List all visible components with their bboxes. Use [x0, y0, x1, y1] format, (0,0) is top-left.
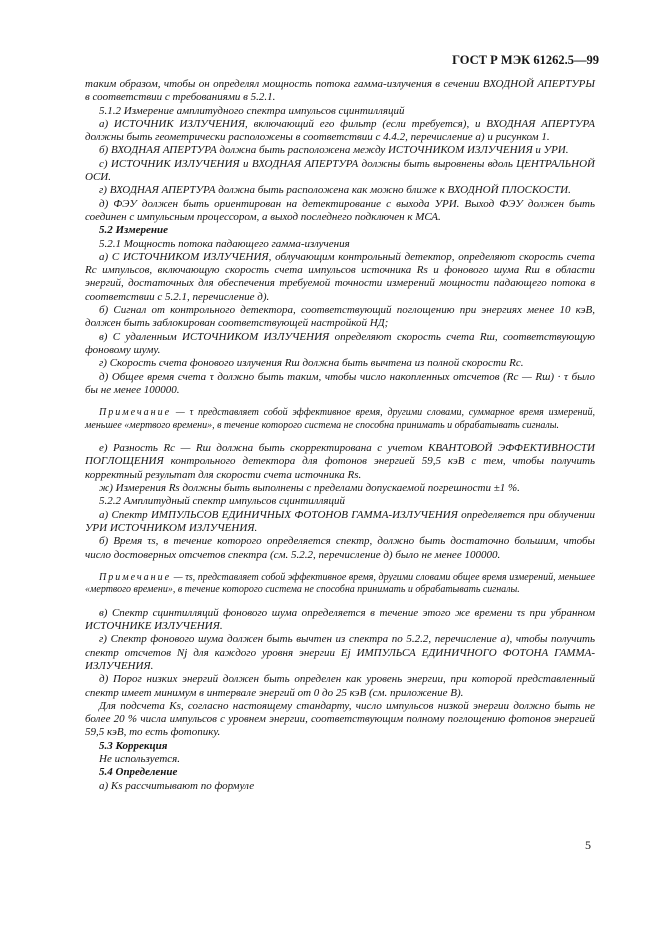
paragraph-5-2-1-b: б) Сигнал от контрольного детектора, соответствующий поглощению при энергиях менее 10 кэВ, должен быть заблокирован соответствующей настройкой НД;	[85, 304, 595, 330]
note-1-label: Примечание	[99, 407, 172, 419]
paragraph-5-2-2-v: в) Спектр сцинтилляций фонового шума определяется в течение этого же времени τs при убранном ИСТОЧНИКЕ ИЗЛУЧЕНИЯ.	[85, 606, 595, 633]
subsection-5-1-2: 5.1.2 Измерение амплитудного спектра импульсов сцинтилляций	[99, 104, 405, 117]
note-1	[85, 407, 595, 432]
note-2-text: — τs, представляет собой эффективное время, другими словами общее время измерений, меньшее «мертвого времени», в течение которого система не способна принимать и обрабатывать сигналы.	[85, 571, 596, 596]
paragraph-d: д) ФЭУ должен быть ориентирован на детектирование с выхода УРИ. Выход ФЭУ должен быть соединен с импульсным процессором, а выход последнего подключен к МСА.	[85, 197, 595, 223]
note-2-label: Примечание	[99, 571, 172, 583]
paragraph-c: с) ИСТОЧНИК ИЗЛУЧЕНИЯ и ВХОДНАЯ АПЕРТУРА должны быть выровнены вдоль ЦЕНТРАЛЬНОЙ ОСИ.	[85, 157, 595, 184]
paragraph-5-4-a: а) Ks рассчитывают по формуле	[99, 779, 255, 792]
paragraph-ks-count: Для подсчета Ks, согласно настоящему стандарту, число импульсов низкой энергии должно быть не более 20 % числа импульсов с уровнем энергии, соответствующим полному поглощению фотонов энергией 59,5 кэВ, то есть фотопику.	[85, 699, 595, 739]
section-5-3-heading: 5.3 Коррекция	[99, 739, 168, 752]
paragraph-5-2-1-g: г) Скорость счета фонового излучения Rш должна быть вычтена из полной скорости Rc.	[99, 357, 524, 370]
document-body	[85, 78, 595, 793]
paragraph-b: б) ВХОДНАЯ АПЕРТУРА должна быть расположена между ИСТОЧНИКОМ ИЗЛУЧЕНИЯ и УРИ.	[99, 144, 569, 157]
section-5-2-heading: 5.2 Измерение	[99, 224, 168, 237]
paragraph-5-2-1-e: е) Разность Rc — Rш должна быть скорректирована с учетом КВАНТОВОЙ ЭФФЕКТИВНОСТИ ПОГЛОЩЕНИЯ контрольного детектора для фотонов энергией 59,5 кэВ с тем, чтобы получить корректный результат для скорости счета источника Rs.	[85, 442, 595, 481]
paragraph-g: г) ВХОДНАЯ АПЕРТУРА должна быть расположена как можно ближе к ВХОДНОЙ ПЛОСКОСТИ.	[99, 184, 571, 197]
section-5-4-heading: 5.4 Определение	[99, 766, 178, 779]
paragraph-5-2-2-d: д) Порог низких энергий должен быть определен как уровень энергии, при которой представленный спектр имеет минимум в интервале энергий от 0 до 25 кэВ (см. приложение В).	[85, 673, 595, 699]
section-5-3-text: Не используется.	[99, 753, 181, 766]
paragraph-5-2-1-d: д) Общее время счета τ должно быть таким, чтобы число накопленных отсчетов (Rc — Rш) · τ было бы не менее 100000.	[85, 370, 595, 396]
paragraph-a: а) ИСТОЧНИК ИЗЛУЧЕНИЯ, включающий его фильтр (если требуется), и ВХОДНАЯ АПЕРТУРА должны быть геометрически расположены в соответствии с 4.4.2, перечисление а) и рисунком 1.	[85, 117, 595, 144]
subsection-5-2-2: 5.2.2 Амплитудный спектр импульсов сцинтилляций	[99, 495, 346, 508]
paragraph-5-2-1-v: в) С удаленным ИСТОЧНИКОМ ИЗЛУЧЕНИЯ определяют скорость счета Rш, соответствующую фоновому шуму.	[85, 330, 595, 356]
note-1-text: — τ представляет собой эффективное время, другими словами, суммарное время измерений, меньшее «мертвого времени», в течение которого система не способна принимать и обрабатывать сигналы.	[85, 407, 595, 431]
paragraph-5-2-2-a: а) Спектр ИМПУЛЬСОВ ЕДИНИЧНЫХ ФОТОНОВ ГАММА-ИЗЛУЧЕНИЯ определяется при облучении УРИ ИСТОЧНИКОМ ИЗЛУЧЕНИЯ.	[85, 508, 595, 534]
note-2	[85, 572, 595, 597]
subsection-5-2-1: 5.2.1 Мощность потока падающего гамма-излучения	[99, 237, 350, 250]
standard-header: ГОСТ Р МЭК 61262.5—99	[452, 53, 599, 67]
paragraph-5-2-1-zh: ж) Измерения Rs должны быть выполнены с пределами допускаемой погрешности ±1 %.	[99, 482, 520, 495]
paragraph-5-2-1-a: а) С ИСТОЧНИКОМ ИЗЛУЧЕНИЯ, облучающим контрольный детектор, определяют скорость счета Rc импульсов, включающую скорость счета импульсов источника Rs и фонового шума Rш в области энергий, достаточных для обеспечения требуемой точности измерений мощности падающего потока в соответствии с 5.2.1, перечисление д).	[85, 250, 595, 303]
paragraph-5-2-2-g: г) Спектр фонового шума должен быть вычтен из спектра по 5.2.2, перечисление а), чтобы получить спектр отсчетов Nj для каждого уровня энергии Ej ИМПУЛЬСА ЕДИНИЧНОГО ФОТОНА ГАММА-ИЗЛУЧЕНИЯ.	[85, 633, 595, 672]
paragraph-5-2-2-b: б) Время τs, в течение которого определяется спектр, должно быть достаточно большим, чтобы число достоверных отсчетов спектра (см. 5.2.2, перечисление д) было не менее 100000.	[85, 535, 595, 561]
page-number: 5	[585, 838, 591, 852]
paragraph-continuation: таким образом, чтобы он определял мощность потока гамма-излучения в сечении ВХОДНОЙ АПЕРТУРЫ в соответствии с требованиями в 5.2.1.	[85, 78, 595, 104]
